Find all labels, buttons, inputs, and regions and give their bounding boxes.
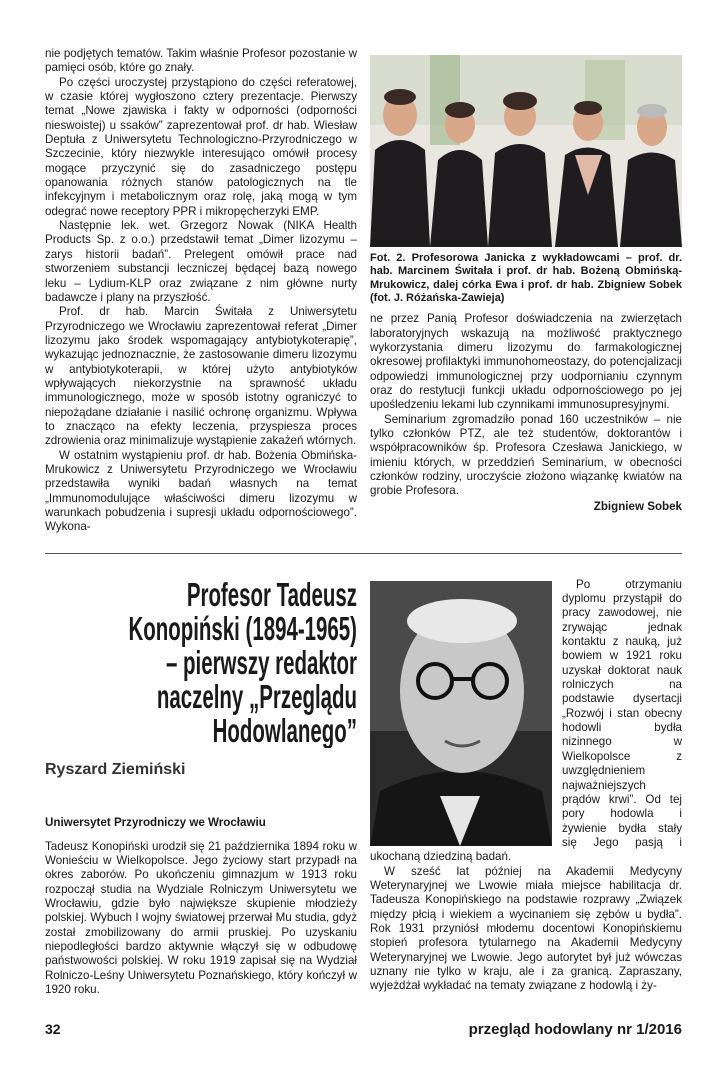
paragraph: W sześć lat później na Akademii Medycyny Weterynaryjnej we Lwowie miała miejsce habilitacja dr. Tadeusza Konopińskiego na podstawie rozprawy „Związek między płcią i wiekiem a wycinaniem się zębów u bydła”. Rok 1931 przyniósł młodemu docentowi Konopińskiemu stopień profesora tytularnego na Akademii Medycyny Weterynaryjnej we Lwowie. Jego autorytet był już wówczas uznany nie tylko w kraju, ale i za granicą. Zapraszany, wyjeżdżał wykładać na tematy związane z hodowlą i ży- xyxy=(370,864,682,993)
paragraph: ne przez Panią Profesor doświadczenia na zwierzętach laboratoryjnych wskazują na możliwość praktycznego wykorzystania dimeru lizozymu do farmakologicznej okresowej profilaktyki immunohomeostazy, do potencjalizacji odpowiedzi immunologicznej przy uodpornianiu czynnym oraz do restytucji funkcji układu odpornościowego po jej upośledzeniu lekami lub czynnikami immunosupresyjnymi. xyxy=(370,312,682,412)
title-line: Hodowlanego” xyxy=(212,711,357,748)
paragraph: Prof. dr hab. Marcin Świtała z Uniwersytetu Przyrodniczego we Wrocławiu zaprezentował referat „Dimer lizozymu jako środek wspomagający antybiotykoterapię”, wykazując jednoznacznie, że zastosowanie dimeru lizozymu w antybiotykoterapii, w której użyto antybiotyków wpływających niekorzystnie na sprawność układu immunologicznego, może w sposób istotny ograniczyć to niepożądane działanie i nasilić ochronę organizmu. Wpływa to znacząco na efekty leczenia, przyspiesza proces zdrowienia oraz minimalizuje wystąpienie zakażeń wtórnych. xyxy=(45,305,357,448)
article-left-column xyxy=(45,578,357,998)
article-author: Ryszard Ziemiński xyxy=(45,760,186,778)
section-divider xyxy=(45,553,682,554)
article-title-wrap xyxy=(45,578,357,748)
paragraph: Po części uroczystej przystąpiono do części referatowej, w czasie której wygłoszono cztery prezentacje. Pierwszy temat „Nowe zjawiska i fakty w odporności (odporności nieswoistej) u ssaków” zaprezentował prof. dr hab. Wiesław Deptuła z Uniwersytetu Technologiczno-Przyrodniczego w Szczecinie, który niezwykle interesująco omówił procesy mogące przyczynić się do zasadniczego postępu opanowania różnych stanów patologicznych na tle infekcyjnym i metabolicznym oraz rolę, jaką mogą w tym odegrać nowe receptory PPR i mikropęcherzyki EMP. xyxy=(45,75,357,218)
previous-article-left-column xyxy=(45,47,357,535)
previous-article-right-column xyxy=(370,47,682,514)
title-line: naczelny „Przeglądu xyxy=(156,677,357,715)
paragraph: Tadeusz Konopiński urodził się 21 października 1894 roku w Wonieściu w Wielkopolsce. Jego życiowy start przypadł na okres zaborów. Po ukończeniu gimnazjum w 1913 roku rozpoczął studia na Wydziale Rolniczym Uniwersytetu we Wrocławiu, gdzie było największe skupienie młodzieży polskiej. Wybuch I wojny światowej przerwał Mu studia, gdyż został zmobilizowany do armii pruskiej. Po uzyskaniu niepodległości bardzo aktywnie włączył się w odbudowę państwowości polskiej. W roku 1919 zapisał się na Wydział Rolniczo-Leśny Uniwersytetu Poznańskiego, który kończył w 1920 roku. xyxy=(45,839,357,997)
group-photo xyxy=(370,55,682,247)
paragraph: W ostatnim wystąpieniu prof. dr hab. Bożenia Obmińska-Mrukowicz z Uniwersytetu Przyrodniczego we Wrocławiu przedstawiła wyniki badań własnych na temat „Immunomodulujące właściwości dimeru lizozymu w warunkach pobudzenia i supresji układu odpornościowego”. Wykona- xyxy=(45,448,357,534)
article-left-text xyxy=(45,840,357,998)
title-line: – pierwszy redaktor xyxy=(165,643,357,681)
previous-article-right-text xyxy=(370,312,682,514)
photo-caption: Fot. 2. Profesorowa Janicka z wykładowcami – prof. dr. hab. Marcinem Świtała i prof. dr hab. Bożeną Obmińską-Mrukowicz, dalej córka Ewa i prof. dr hab. Zbigniew Sobek (fot. J. Różańska-Zawieja) xyxy=(370,252,682,304)
title-line: Konopiński (1894-1965) xyxy=(128,609,357,647)
article xyxy=(45,578,682,998)
author-signature: Zbigniew Sobek xyxy=(593,499,682,513)
page-number: 32 xyxy=(45,1021,61,1038)
paragraph: nie podjętych tematów. Takim właśnie Profesor pozostanie w pamięci osób, które go znały. xyxy=(45,47,357,75)
page-footer xyxy=(45,997,682,1078)
previous-article xyxy=(45,47,682,535)
journal-footer: przegląd hodowlany nr 1/2016 xyxy=(468,1021,682,1039)
article-title xyxy=(47,578,357,748)
paragraph: Po otrzymaniu dyplomu przystąpił do pracy zawodowej, nie zrywając jednak kontaktu z nauką, już bowiem w 1921 roku uzyskał doktorat nauk rolniczych na podstawie dysertacji „Rozwój i stan obecny hodowli bydła nizinnego w Wielkopolsce z uwzględnieniem najważniejszych prądów krwi”. Od tej pory hodowla i żywienie bydła stały się Jego pasją i ukochaną dziedziną badań. xyxy=(370,577,682,864)
paragraph: Seminarium zgromadziło ponad 160 uczestników – nie tylko członków PTZ, ale też studentów, doktorantów i współpracowników śp. Profesora Czesława Janickiego, w imieniu których, w przeddzień Seminarium, w obecności członków rodziny, uroczyście złożono wiązankę kwiatów na grobie Profesora. xyxy=(370,412,682,498)
page xyxy=(45,0,682,1078)
article-right-column xyxy=(370,578,682,994)
title-line: Profesor Tadeusz xyxy=(186,577,357,613)
group-photo-image xyxy=(370,55,682,247)
portrait-image xyxy=(370,581,552,846)
author-affiliation: Uniwersytet Przyrodniczy we Wrocławiu xyxy=(45,815,266,829)
portrait-photo xyxy=(370,581,552,846)
paragraph: Następnie lek. wet. Grzegorz Nowak (NIKA Health Products Sp. z o.o.) przedstawił temat „Dimer lizozymu – zarys historii badań”. Prelegent omówił prace nad stworzeniem substancji leczniczej będącej bazą nowego leku – Lydium-KLP oraz związane z nim główne nurty badawcze i plany na przyszłość. xyxy=(45,219,357,304)
